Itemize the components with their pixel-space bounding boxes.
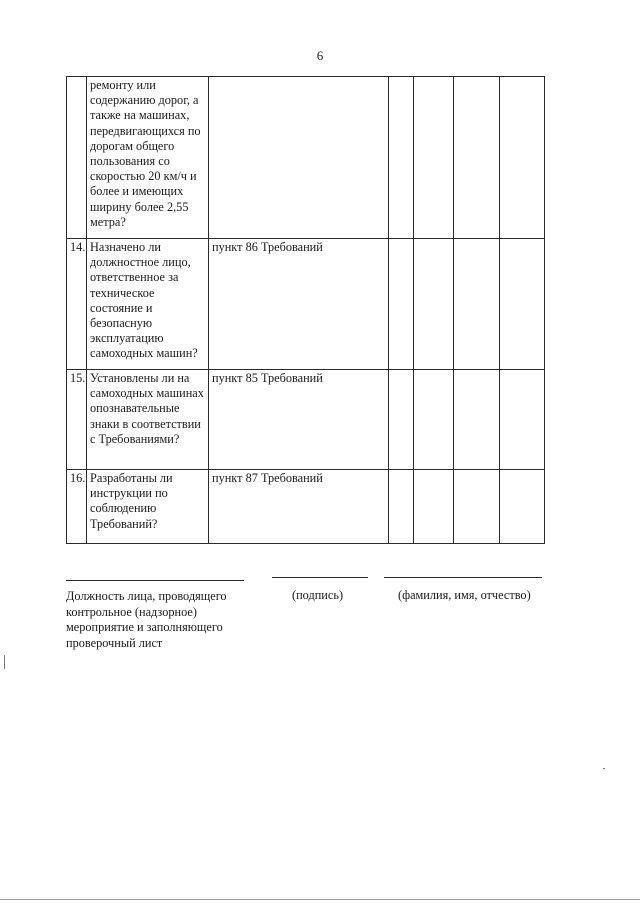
signature-label: (подпись) — [292, 588, 344, 602]
requirement-question: Разработаны ли инструкции по соблюдению Требований? — [87, 470, 209, 544]
answer-cell — [389, 77, 414, 239]
requirement-question: Назначено ли должностное лицо, ответственное за техническое состояние и безопасную эксплуатацию самоходных машин? — [87, 239, 209, 370]
scan-margin-mark — [4, 655, 5, 669]
answer-cell — [389, 470, 414, 544]
position-line — [66, 580, 244, 581]
answer-cell — [454, 370, 500, 470]
comment-cell — [500, 77, 545, 239]
answer-cell — [414, 77, 454, 239]
name-label: (фамилия, имя, отчество) — [398, 588, 531, 602]
comment-cell — [500, 370, 545, 470]
requirement-reference — [209, 77, 389, 239]
requirement-reference: пункт 86 Требований — [209, 239, 389, 370]
signature-block — [0, 576, 640, 676]
answer-cell — [454, 470, 500, 544]
page-number: 6 — [316, 48, 324, 63]
row-number: 14. — [67, 239, 87, 370]
checklist-table — [66, 76, 545, 544]
requirement-question: Установлены ли на самоходных машинах опознавательные знаки в соответствии с Требованиями? — [87, 370, 209, 470]
row-number: 15. — [67, 370, 87, 470]
comment-cell — [500, 239, 545, 370]
signature-line — [272, 577, 368, 578]
position-label: Должность лица, проводящего контрольное (надзорное) мероприятие и заполняющего проверочный лист — [66, 589, 227, 650]
answer-cell — [389, 239, 414, 370]
table-row — [67, 470, 545, 544]
table-row — [67, 77, 545, 239]
answer-cell — [414, 370, 454, 470]
requirement-reference: пункт 85 Требований — [209, 370, 389, 470]
answer-cell — [389, 370, 414, 470]
comment-cell — [500, 470, 545, 544]
answer-cell — [414, 239, 454, 370]
table-row — [67, 370, 545, 470]
answer-cell — [414, 470, 454, 544]
requirement-question: ремонту или содержанию дорог, а также на машинах, передвигающихся по дорогам общего пользования со скоростью 20 км/ч и более и имеющих ширину более 2,55 метра? — [87, 77, 209, 239]
table-row — [67, 239, 545, 370]
answer-cell — [454, 239, 500, 370]
row-number — [67, 77, 87, 239]
answer-cell — [454, 77, 500, 239]
scan-bottom-edge — [0, 899, 640, 900]
name-line — [384, 577, 542, 578]
scan-speck — [603, 768, 605, 769]
requirement-reference: пункт 87 Требований — [209, 470, 389, 544]
row-number: 16. — [67, 470, 87, 544]
